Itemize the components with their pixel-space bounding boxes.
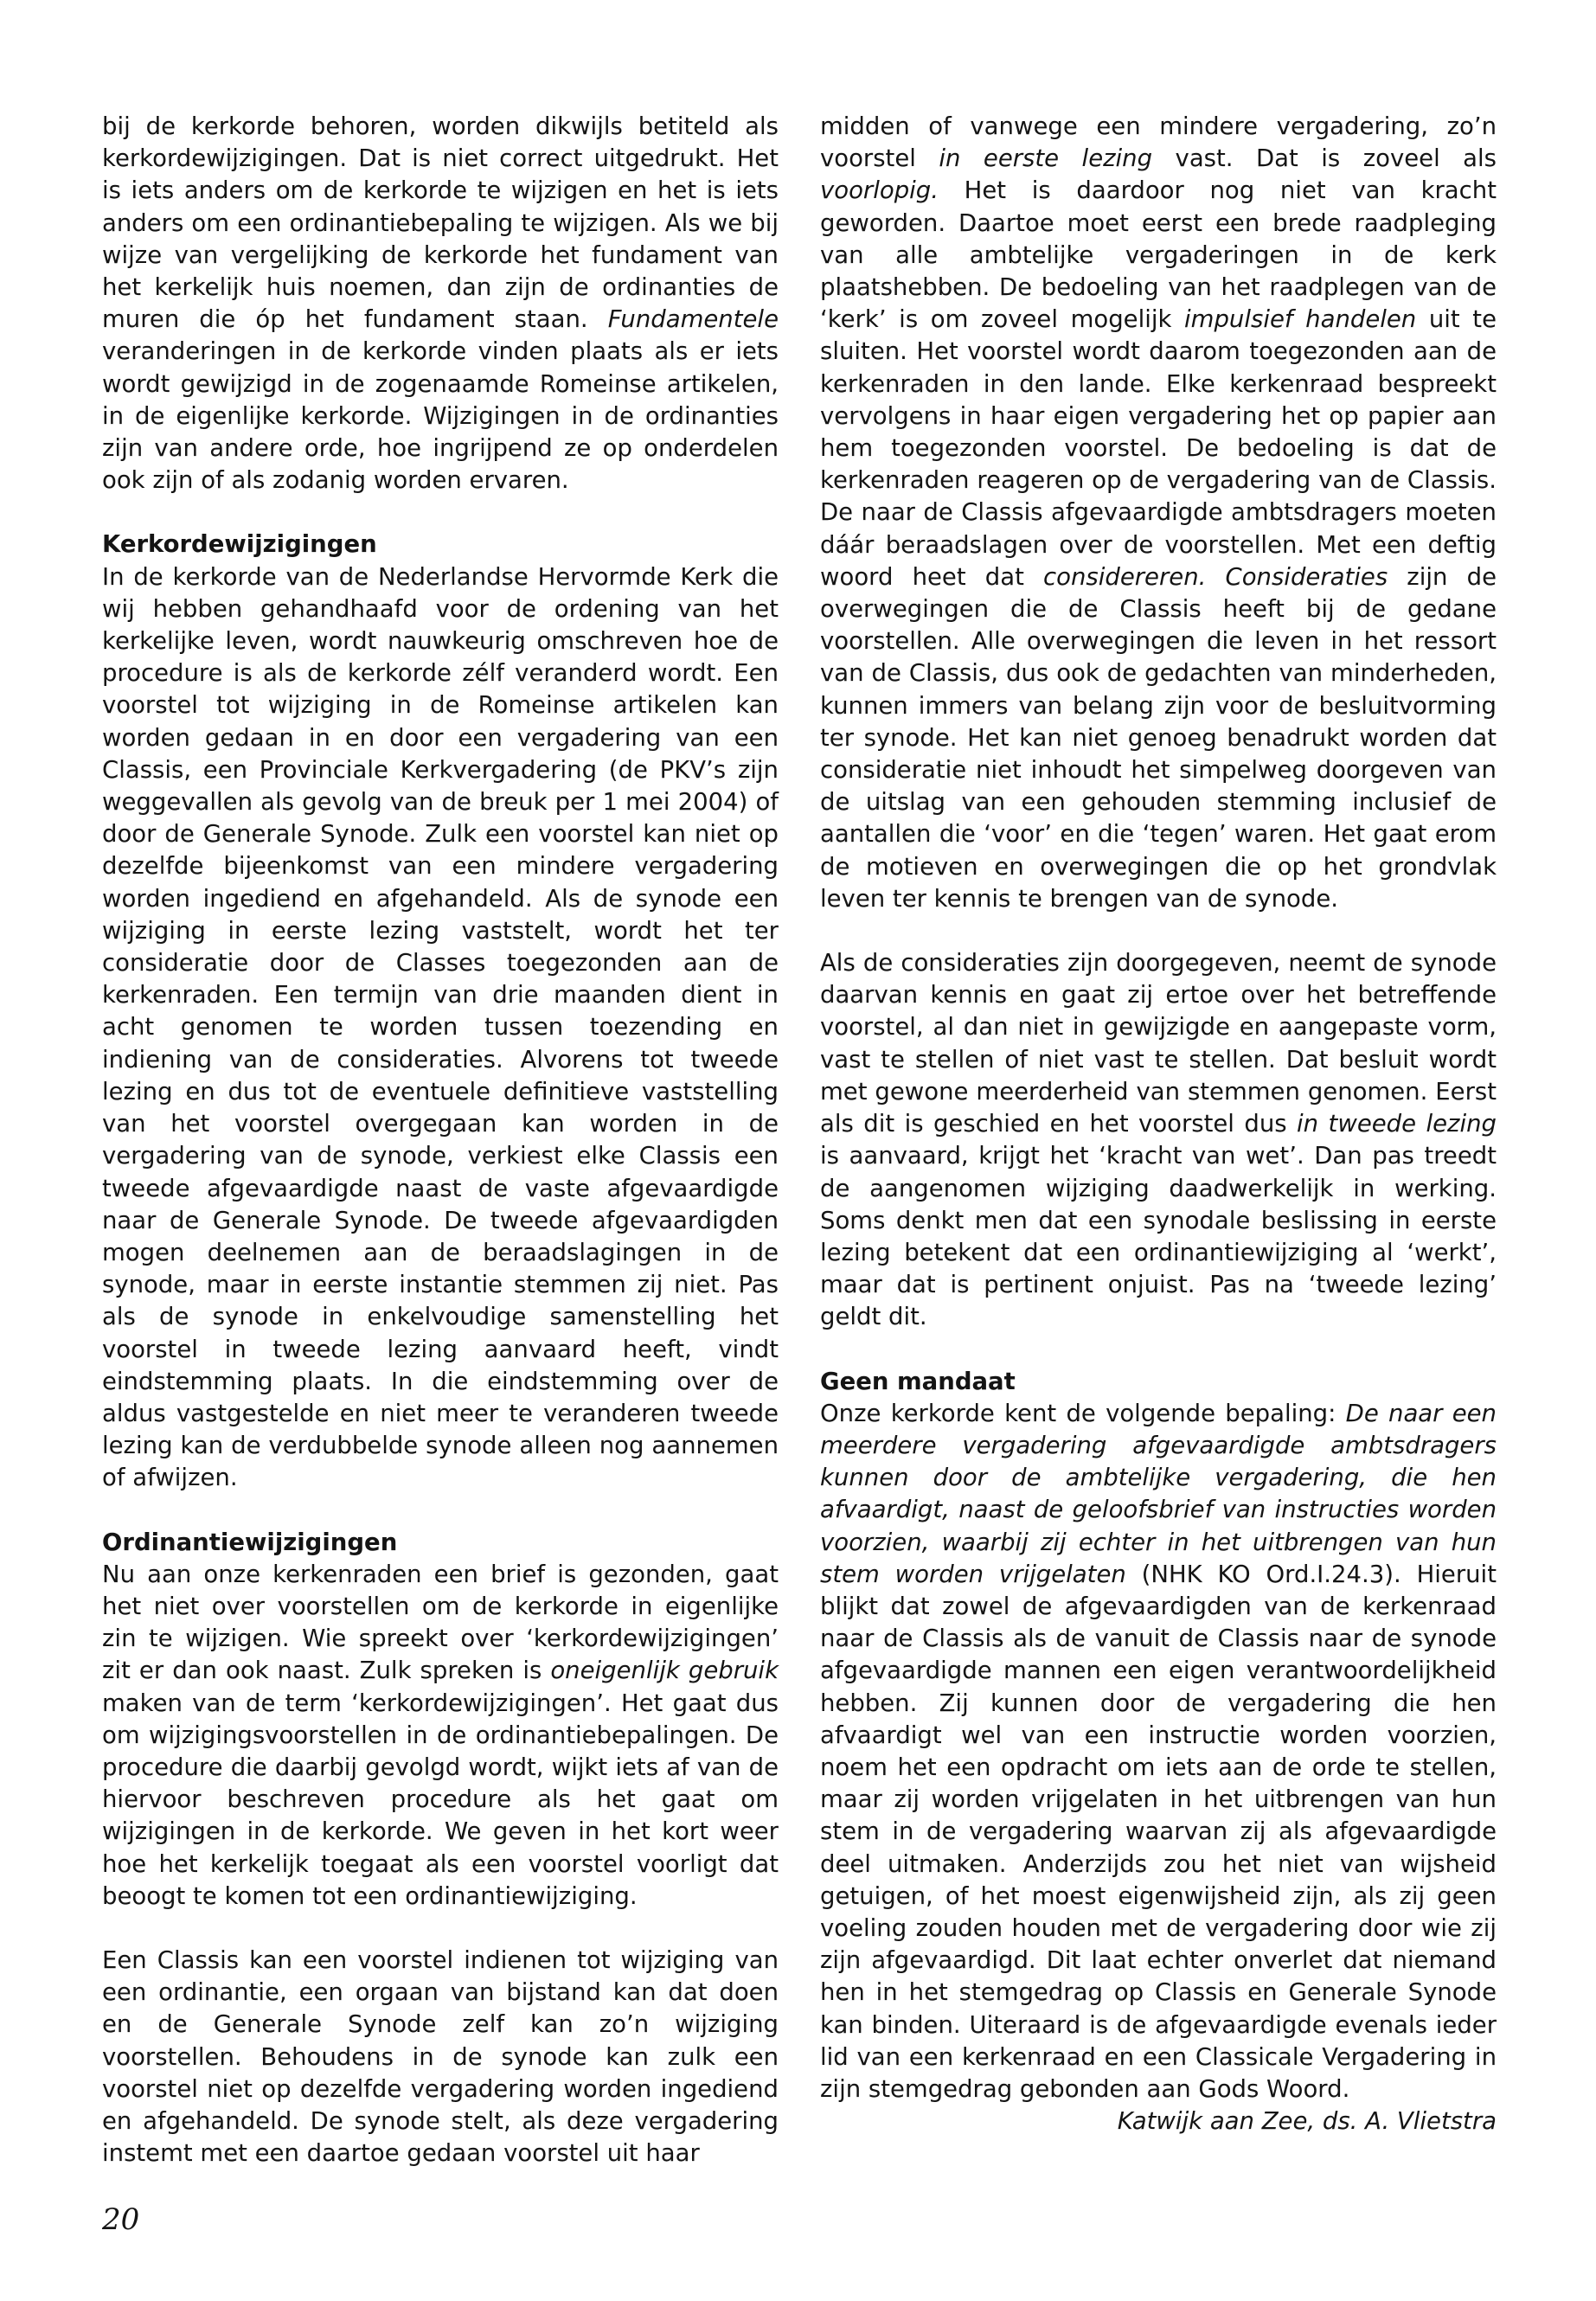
author-signature: Katwijk aan Zee, ds. A. Vlietstra — [1117, 2107, 1497, 2136]
paragraph-kerkordewijzigingen: In de kerkorde van de Nederlandse Hervormde Kerk die wij hebben gehandhaafd voor de ordening van het kerkelijke leven, wordt nauwkeurig omschreven hoe de procedure is als de kerkorde zélf veranderd wordt. Een voorstel tot wijziging in de Romeinse artikelen kan worden gedaan in en door een vergadering van een Classis, een Provinciale Kerkvergadering (de PKV’s zijn weggevallen als gevolg van de breuk per 1 mei 2004) of door de Generale Synode. Zulk een voorstel kan niet op dezelfde bijeenkomst van een mindere vergadering worden ingediend en afgehandeld. Als de synode een wijziging in eerste lezing vaststelt, wordt het ter consideratie door de Classes toegezonden aan de kerkenraden. Een termijn van drie maanden dient in acht genomen te worden tussen toezending en indiening van de consideraties. Alvorens tot tweede lezing en dus tot de eventuele definitieve vaststelling van het voorstel overgegaan kan worden in de vergadering van de synode, verkiest elke Classis een tweede afgevaardigde naast de vaste afgevaardigde naar de Generale Synode. De tweede afgevaardigden mogen deelnemen aan de beraadslagingen in de synode, maar in eerste instantie stemmen zij niet. Pas als de synode in enkelvoudige samenstelling het voorstel in tweede lezing aanvaard heeft, vindt eindstemming plaats. In die eindstemming over de aldus vastgestelde en niet meer te veranderen tweede lezing kan de verdubbelde synode alleen nog aannemen of afwijzen. — [102, 562, 779, 1492]
left-column — [102, 111, 779, 2170]
heading-ordinantiewijzigingen: Ordinantiewijzigingen — [102, 1528, 398, 1556]
paragraph-ordinantiewijzigingen: Nu aan onze kerkenraden een brief is gezonden, gaat het niet over voorstellen om de kerkorde in eigenlijke zin te wijzigen. Wie spreekt over ‘kerkordewijzigingen’ zit er dan ook naast. Zulk spreken is oneigenlijk gebruik maken van de term ‘kerkordewijzigingen’. Het gaat dus om wijzigingsvoorstellen in de ordinantiebepalingen. De procedure die daarbij gevolgd wordt, wijkt iets af van de hiervoor beschreven procedure als het gaat om wijzigingen in de kerkorde. We geven in het kort weer hoe het kerkelijk toegaat als een voorstel voorligt dat beoogt te komen tot een ordinantiewijziging. — [102, 1560, 779, 1910]
paragraph-eerste-lezing: midden of vanwege een mindere vergadering, zo’n voorstel in eerste lezing vast. Dat is zoveel als voorlopig. Het is daardoor nog niet van kracht geworden. Daartoe moet eerst een brede raadpleging van alle ambtelijke vergaderingen in de kerk plaatshebben. De bedoeling van het raadplegen van de ‘kerk’ is om zoveel mogelijk impulsief handelen uit te sluiten. Het voorstel wordt daarom toegezonden aan de kerkenraden in den lande. Elke kerkenraad bespreekt vervolgens in haar eigen vergadering het op papier aan hem toegezonden voorstel. De bedoeling is dat de kerkenraden reageren op de vergadering van de Classis. De naar de Classis afgevaardigde ambtsdragers moeten dáár beraadslagen over de voorstellen. Met een deftig woord heet dat considereren. Consideraties zijn de overwegingen die de Classis heeft bij de gedane voorstellen. Alle overwegingen die leven in het ressort van de Classis, dus ook de gedachten van minderheden, kunnen immers van belang zijn voor de besluitvorming ter synode. Het kan niet genoeg benadrukt worden dat consideratie niet inhoudt het simpelweg doorgeven van de uitslag van een gehouden stemming inclusief de aantallen die ‘voor’ en die ‘tegen’ waren. Het gaat erom de motieven en overwegingen die op het grondvlak leven ter kennis te brengen van de synode. — [820, 112, 1497, 913]
heading-geen-mandaat: Geen mandaat — [820, 1367, 1016, 1395]
paragraph-tweede-lezing: Als de consideraties zijn doorgegeven, neemt de synode daarvan kennis en gaat zij ertoe over het betreffende voorstel, al dan niet in gewijzigde en aangepaste vorm, vast te stellen of niet vast te stellen. Dat besluit wordt met gewone meerderheid van stemmen genomen. Eerst als dit is geschied en het voorstel dus in tweede lezing is aanvaard, krijgt het ‘kracht van wet’. Dan pas treedt de aangenomen wijziging daadwerkelijk in werking. Soms denkt men dat een synodale beslissing in eerste lezing betekent dat een ordinantiewijziging al ‘werkt’, maar dat is pertinent onjuist. Pas na ‘tweede lezing’ geldt dit. — [820, 949, 1497, 1331]
paragraph-geen-mandaat: Onze kerkorde kent de volgende bepaling: De naar een meerdere vergadering afgevaardigde ambtsdragers kunnen door de ambtelijke vergadering, die hen afvaardigt, naast de geloofsbrief van instructies worden voorzien, waarbij zij echter in het uitbrengen van hun stem worden vrijgelaten (NHK KO Ord.I.24.3). Hieruit blijkt dat zowel de afgevaardigden van de kerkenraad naar de Classis als de vanuit de Classis naar de synode afgevaardigde mannen een eigen verantwoordelijkheid hebben. Zij kunnen door de vergadering die hen afvaardigt wel van een instructie worden voorzien, noem het een opdracht om iets aan de orde te stellen, maar zij worden vrijgelaten in het uitbrengen van hun stem in de vergadering waarvan zij als afgevaardigde deel uitmaken. Anderzijds zou het niet van wijsheid getuigen, of het moest eigenwijsheid zijn, als zij geen voeling zouden houden met de vergadering door wie zij zijn afgevaardigd. Dit laat echter onverlet dat niemand hen in het stemgedrag op Classis en Generale Synode kan binden. Uiteraard is de afgevaardigde evenals ieder lid van een kerkenraad en een Classicale Vergadering in zijn stemgedrag gebonden aan Gods Woord. — [820, 1399, 1497, 2103]
page-number: 20 — [102, 2202, 140, 2237]
right-column — [820, 111, 1497, 2138]
paragraph-classis-voorstel: Een Classis kan een voorstel indienen tot wijziging van een ordinantie, een orgaan van bijstand kan dat doen en de Generale Synode zelf kan zo’n wijziging voorstellen. Behoudens in de synode kan zulk een voorstel niet op dezelfde vergadering worden ingediend en afgehandeld. De synode stelt, als deze vergadering instemt met een daartoe gedaan voorstel uit haar — [102, 1945, 779, 2168]
heading-kerkordewijzigingen: Kerkordewijzigingen — [102, 530, 377, 559]
paragraph-intro: bij de kerkorde behoren, worden dikwijls betiteld als kerkordewijzigingen. Dat is niet correct uitgedrukt. Het is iets anders om de kerkorde te wijzigen en het is iets anders om een ordinantiebepaling te wijzigen. Als we bij wijze van vergelijking de kerkorde het fundament van het kerkelijk huis noemen, dan zijn de ordinanties de muren die óp het fundament staan. Fundamentele veranderingen in de kerkorde vinden plaats als er iets wordt gewijzigd in de zogenaamde Romeinse artikelen, in de eigenlijke kerkorde. Wijzigingen in de ordinanties zijn van andere orde, hoe ingrijpend ze op onderdelen ook zijn of als zodanig worden ervaren. — [102, 112, 779, 495]
